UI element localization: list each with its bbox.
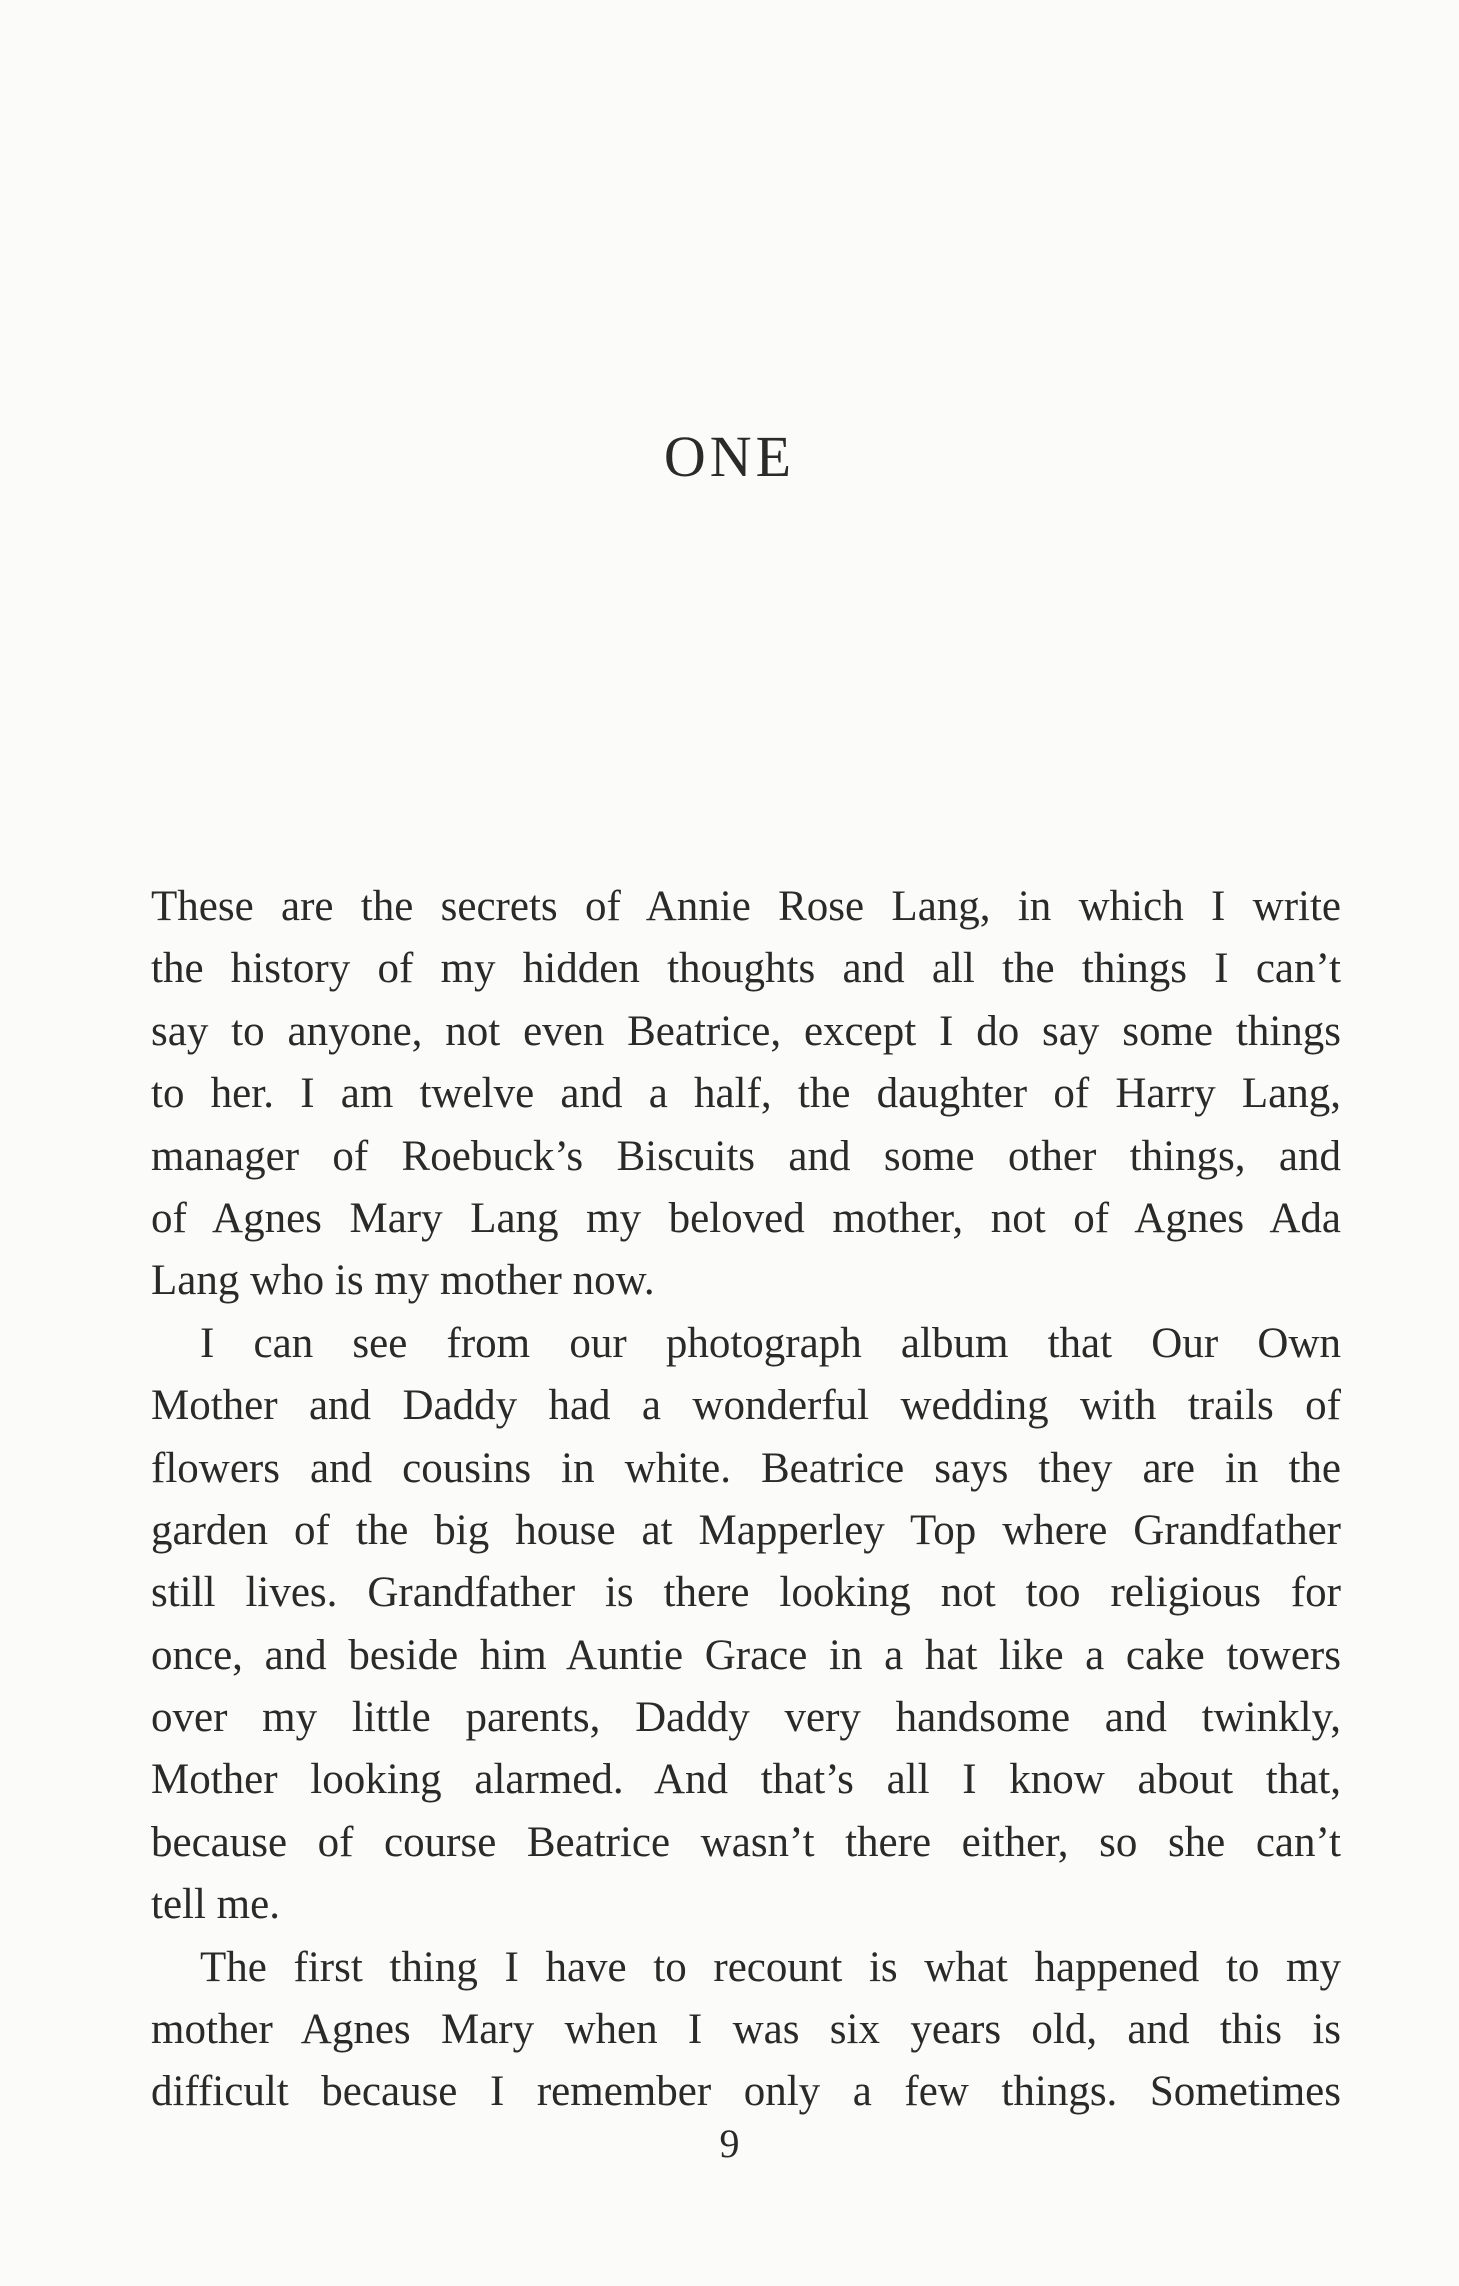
text-line: I can see from our photograph album that Our Own <box>200 1319 1341 1367</box>
paragraph-1 <box>151 876 1341 1313</box>
text-line: Mother and Daddy had a wonderful wedding with trails of <box>151 1382 1341 1430</box>
text-line: manager of Roebuck’s Biscuits and some other things, and <box>151 1132 1341 1180</box>
text-line: The first thing I have to recount is what happened to my <box>200 1943 1341 1991</box>
text-line: of Agnes Mary Lang my beloved mother, not of Agnes Ada <box>151 1194 1341 1242</box>
text-line: once, and beside him Auntie Grace in a hat like a cake towers <box>151 1631 1341 1679</box>
text-line: to her. I am twelve and a half, the daughter of Harry Lang, <box>151 1070 1341 1118</box>
text-line: flowers and cousins in white. Beatrice says they are in the <box>151 1444 1341 1492</box>
text-line: because of course Beatrice wasn’t there either, so she can’t <box>151 1818 1341 1866</box>
text-line: difficult because I remember only a few things. Sometimes <box>151 2068 1341 2116</box>
text-line: say to anyone, not even Beatrice, except I do say some things <box>151 1007 1341 1055</box>
page-number: 9 <box>719 2121 740 2166</box>
text-line: These are the secrets of Annie Rose Lang, in which I write <box>151 883 1341 930</box>
paragraph-3 <box>151 1937 1341 2124</box>
text-line: tell me. <box>151 1881 280 1929</box>
body-text <box>151 876 1341 2124</box>
text-line: Mother looking alarmed. And that’s all I know about that, <box>151 1756 1341 1804</box>
text-line: the history of my hidden thoughts and all the things I can’t <box>151 945 1341 993</box>
text-line: mother Agnes Mary when I was six years old, and this is <box>151 2006 1341 2054</box>
chapter-title: ONE <box>663 424 796 489</box>
text-line: Lang who is my mother now. <box>151 1257 655 1305</box>
text-line: still lives. Grandfather is there looking not too religious for <box>151 1569 1341 1617</box>
text-line: over my little parents, Daddy very handsome and twinkly, <box>151 1694 1341 1742</box>
paragraph-2 <box>151 1313 1341 1937</box>
text-line: garden of the big house at Mapperley Top where Grandfather <box>151 1506 1341 1554</box>
